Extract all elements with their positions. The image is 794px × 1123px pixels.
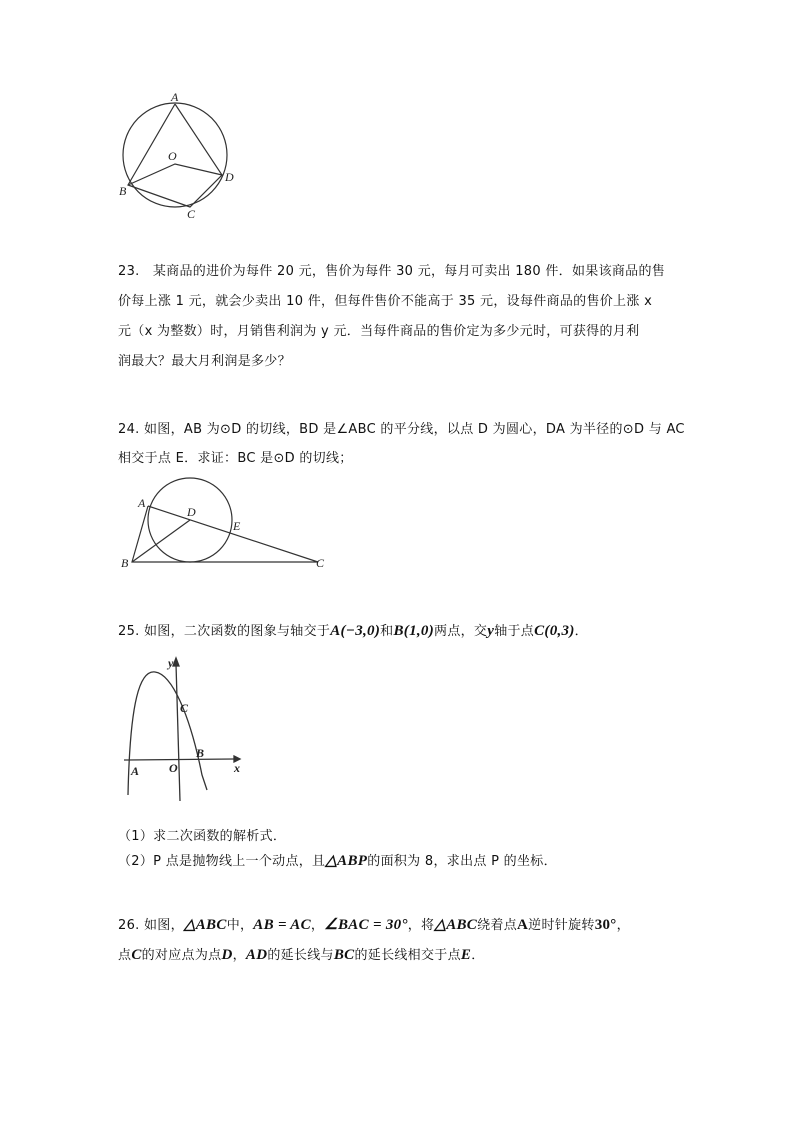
label-O: O xyxy=(168,149,177,163)
math: AB = AC xyxy=(253,917,311,933)
q25-stem xyxy=(118,620,588,640)
label-D: D xyxy=(187,505,196,519)
q24-line-1: 24. 如图，AB 为⊙D 的切线，BD 是∠ABC 的平分线，以点 D 为圆心，DA 为半径的⊙D 与 AC xyxy=(118,422,685,437)
q23-line-2: 价每上涨 1 元，就会少卖出 10 件，但每件售价不能高于 35 元，设每件商品的售价上涨 x xyxy=(118,294,653,309)
text: 的面积为 8，求出点 P 的坐标． xyxy=(367,854,557,869)
label-x: x xyxy=(234,761,240,775)
math: △ABC xyxy=(434,917,478,933)
text: ． xyxy=(574,624,588,639)
text: （2）P 点是抛物线上一个动点，且 xyxy=(118,854,326,869)
label-C: C xyxy=(180,701,189,715)
label-O: O xyxy=(169,761,178,775)
label-B: B xyxy=(119,184,127,198)
text: ， xyxy=(310,918,325,933)
q25-part-1: （1）求二次函数的解析式． xyxy=(118,829,287,844)
math: D xyxy=(221,947,233,963)
math: AD xyxy=(245,947,268,963)
figure-tangent-circle xyxy=(132,478,318,562)
math: E xyxy=(460,947,472,963)
math-y: y xyxy=(487,623,495,639)
figure-parabola xyxy=(124,658,240,801)
math: 30° xyxy=(594,917,617,933)
label-C: C xyxy=(187,207,196,221)
q26-line-1 xyxy=(118,914,630,934)
text: 两点，交 xyxy=(434,624,488,639)
q25-part-2 xyxy=(118,850,557,870)
math: △ABC xyxy=(183,917,227,933)
label-B: B xyxy=(121,556,129,570)
text: ， xyxy=(232,948,246,963)
text: 和 xyxy=(380,624,394,639)
text: ，将 xyxy=(407,918,435,933)
text: 25. 如图，二次函数的图象与轴交于 xyxy=(118,624,331,639)
q23-line-4: 润最大？最大月利润是多少？ xyxy=(118,354,291,369)
label-A: A xyxy=(171,90,179,104)
label-y: y xyxy=(168,656,174,670)
math-point-B: B(1,0) xyxy=(393,623,435,639)
label-D: D xyxy=(225,170,234,184)
label-E: E xyxy=(233,519,241,533)
math: ∠BAC = 30° xyxy=(324,917,408,933)
text: 逆时针旋转 xyxy=(528,918,595,933)
text: 轴于点 xyxy=(494,624,535,639)
text: 中， xyxy=(226,918,254,933)
q23-line-3: 元（x 为整数）时，月销售利润为 y 元．当每件商品的售价定为多少元时，可获得的月利 xyxy=(118,324,640,339)
text: 的延长线与 xyxy=(267,948,334,963)
text: 点 xyxy=(118,948,132,963)
label-C: C xyxy=(316,556,325,570)
q26-line-2 xyxy=(118,944,485,964)
text: 的延长线相交于点 xyxy=(354,948,461,963)
math-point-C: C(0,3) xyxy=(534,623,575,639)
label-B: B xyxy=(196,746,205,760)
math-point-A: A(−3,0) xyxy=(330,623,381,639)
q23-line-1: 23. 某商品的进价为每件 20 元，售价为每件 30 元，每月可卖出 180 件．如果该商品的售 xyxy=(118,264,666,279)
math: C xyxy=(131,947,142,963)
math: A xyxy=(517,917,529,933)
q24-line-2: 相交于点 E．求证：BC 是⊙D 的切线； xyxy=(118,451,353,466)
label-A: A xyxy=(131,764,140,778)
text: 绕着点 xyxy=(477,918,518,933)
text: ． xyxy=(471,948,485,963)
math-triangle: △ABP xyxy=(325,853,368,869)
label-A: A xyxy=(138,496,146,510)
text: 的对应点为点 xyxy=(141,948,222,963)
math: BC xyxy=(333,947,355,963)
text: ， xyxy=(616,918,630,933)
text: 26. 如图， xyxy=(118,918,184,933)
